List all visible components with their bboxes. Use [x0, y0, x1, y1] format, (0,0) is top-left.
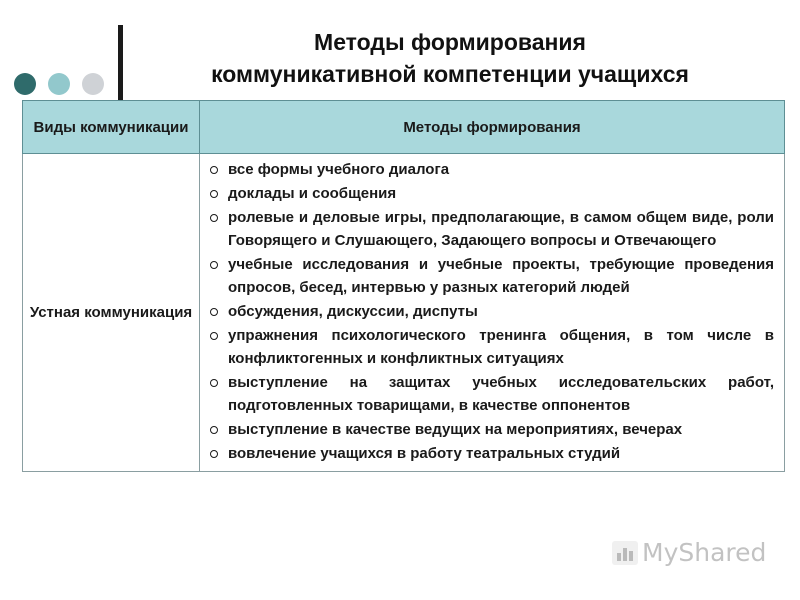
list-item — [206, 442, 774, 465]
methods-table — [22, 100, 785, 472]
dot-light-teal — [48, 73, 70, 95]
list-item — [206, 206, 774, 252]
list-item-text: обсуждения, дискуссии, диспуты — [228, 303, 478, 320]
list-item-text: выступление в качестве ведущих на мероприятиях, вечерах — [228, 421, 683, 438]
header-communication-types: Виды коммуникации — [23, 101, 200, 154]
circle-bullet-icon — [210, 379, 218, 387]
circle-bullet-icon — [210, 426, 218, 434]
list-item-text: выступление на защитах учебных исследовательских работ, подготовленных товарищами, в качестве оппонентов — [228, 374, 774, 414]
table-row — [23, 154, 785, 472]
list-item — [206, 182, 774, 205]
table-header-row — [23, 101, 785, 154]
list-item — [206, 158, 774, 181]
circle-bullet-icon — [210, 214, 218, 222]
slide-title-line1: Методы формирования — [314, 29, 586, 55]
decorative-dots — [14, 73, 104, 95]
circle-bullet-icon — [210, 166, 218, 174]
dot-gray — [82, 73, 104, 95]
circle-bullet-icon — [210, 450, 218, 458]
circle-bullet-icon — [210, 332, 218, 340]
list-item-text: вовлечение учащихся в работу театральных студий — [228, 445, 621, 462]
list-item-text: ролевые и деловые игры, предполагающие, в самом общем виде, роли Говорящего и Слушающего, Задающего вопросы и Отвечающего — [228, 209, 774, 249]
dot-dark-teal — [14, 73, 36, 95]
title-divider-bar — [118, 25, 123, 101]
slide-title — [140, 26, 760, 90]
list-item — [206, 253, 774, 299]
list-item — [206, 300, 774, 323]
circle-bullet-icon — [210, 190, 218, 198]
list-item-text: все формы учебного диалога — [228, 161, 450, 178]
watermark — [612, 538, 766, 567]
circle-bullet-icon — [210, 308, 218, 316]
methods-list — [206, 158, 774, 465]
list-item-text: учебные исследования и учебные проекты, требующие проведения опросов, бесед, интервью у разных категорий людей — [228, 256, 774, 296]
methods-list-cell — [200, 154, 785, 472]
bar-chart-icon — [612, 541, 638, 565]
circle-bullet-icon — [210, 261, 218, 269]
watermark-text: MyShared — [642, 538, 767, 567]
list-item-text: доклады и сообщения — [228, 185, 397, 202]
list-item-text: упражнения психологического тренинга общения, в том числе в конфликтогенных и конфликтных ситуациях — [228, 327, 774, 367]
header-formation-methods: Методы формирования — [200, 101, 785, 154]
slide-title-line2: коммуникативной компетенции учащихся — [211, 61, 689, 87]
communication-type-cell: Устная коммуникация — [23, 154, 200, 472]
list-item — [206, 371, 774, 417]
list-item — [206, 418, 774, 441]
list-item — [206, 324, 774, 370]
